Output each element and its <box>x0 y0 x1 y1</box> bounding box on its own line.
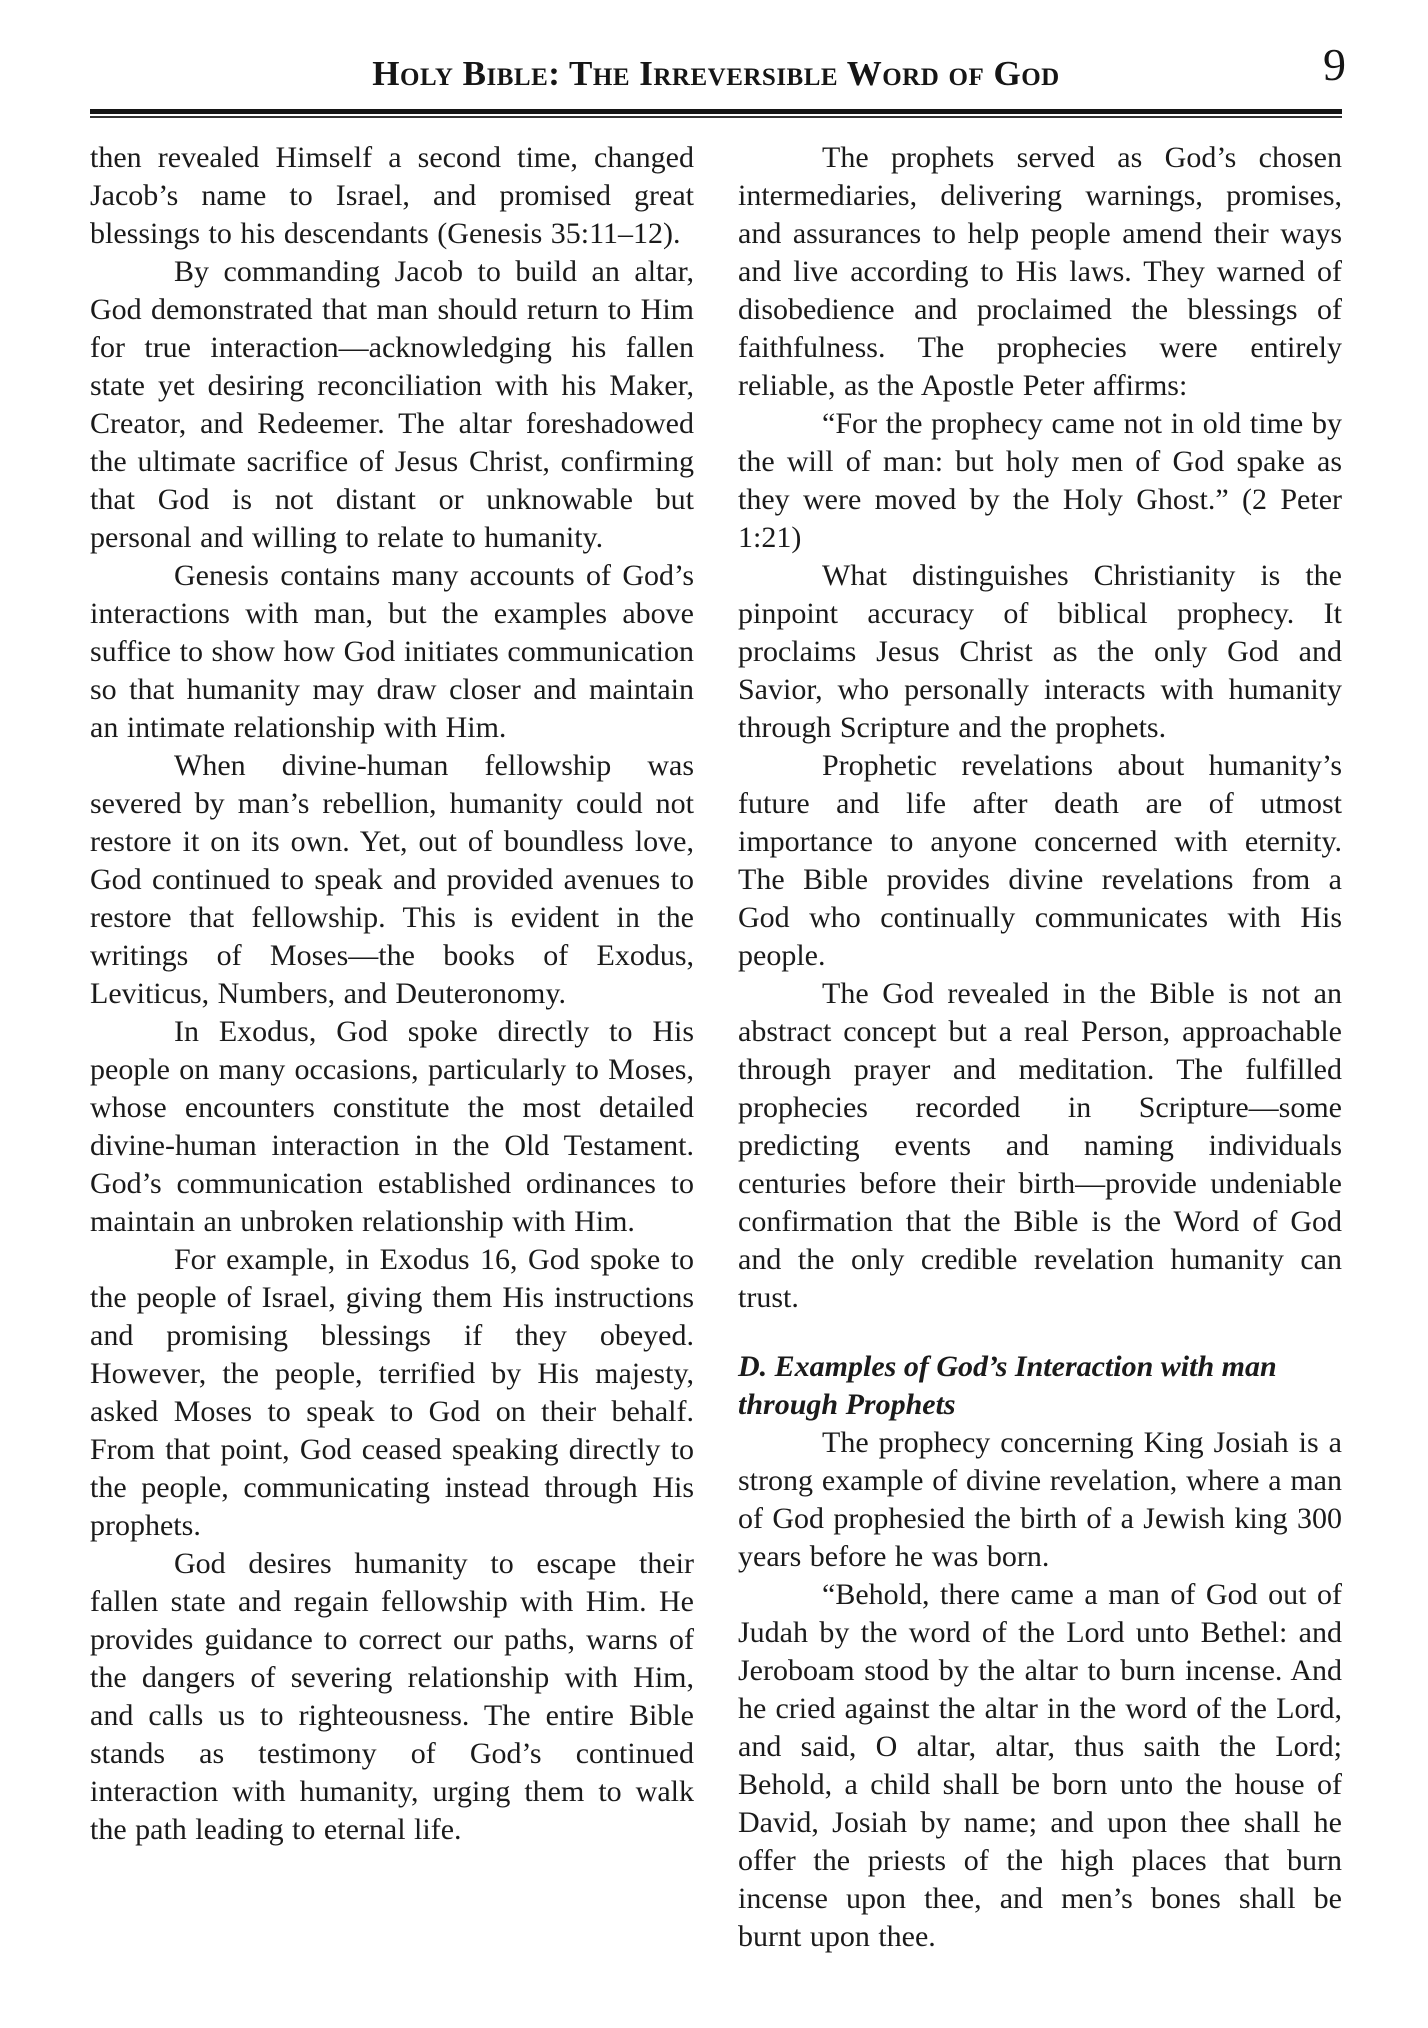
left-column <box>90 139 694 1956</box>
section-heading: D. Examples of God’s Interaction with man through Prophets <box>738 1350 1277 1421</box>
paragraph: God desires humanity to escape their fallen state and regain fellowship with Him. He provides guidance to correct our paths, warns of the dangers of severing relationship with Him, and calls us to righteousness. The entire Bible stands as testimony of God’s continued interaction with humanity, urging them to walk the path leading to eternal life. <box>90 1547 694 1846</box>
paragraph: In Exodus, God spoke directly to His people on many occasions, particularly to Moses, whose encounters constitute the most detailed divine-human interaction in the Old Testament. God’s communication established ordinances to maintain an unbroken relationship with Him. <box>90 1015 694 1238</box>
header-rule-divider <box>90 109 1342 118</box>
paragraph: What distinguishes Christianity is the pinpoint accuracy of biblical prophecy. It proclaims Jesus Christ as the only God and Savior, who personally interacts with humanity through Scripture and the prophets. <box>738 559 1342 744</box>
paragraph: then revealed Himself a second time, changed Jacob’s name to Israel, and promised great blessings to his descendants (Genesis 35:11–12). <box>90 141 694 250</box>
right-column <box>738 139 1342 1956</box>
paragraph: For example, in Exodus 16, God spoke to the people of Israel, giving them His instructions and promising blessings if they obeyed. However, the people, terrified by His majesty, asked Moses to speak to God on their behalf. From that point, God ceased speaking directly to the people, communicating instead through His prophets. <box>90 1243 694 1542</box>
paragraph: Genesis contains many accounts of God’s interactions with man, but the examples above suffice to show how God initiates communication so that humanity may draw closer and maintain an intimate relationship with Him. <box>90 559 694 744</box>
two-column-text-block <box>90 139 1342 1956</box>
paragraph: By commanding Jacob to build an altar, God demonstrated that man should return to Him for true interaction—acknowledging his fallen state yet desiring reconciliation with his Maker, Creator, and Redeemer. The altar foreshadowed the ultimate sacrifice of Jesus Christ, confirming that God is not distant or unknowable but personal and willing to relate to humanity. <box>90 255 694 554</box>
header-row <box>90 30 1346 100</box>
paragraph: When divine-human fellowship was severed by man’s rebellion, humanity could not restore it on its own. Yet, out of boundless love, God continued to speak and provided avenues to restore that fellowship. This is evident in the writings of Moses—the books of Exodus, Leviticus, Numbers, and Deuteronomy. <box>90 749 694 1010</box>
paragraph: “Behold, there came a man of God out of Judah by the word of the Lord unto Bethel: and Jeroboam stood by the altar to burn incense. And he cried against the altar in the word of the Lord, and said, O altar, altar, thus saith the Lord; Behold, a child shall be born unto the house of David, Josiah by name; and upon thee shall he offer the priests of the high places that burn incense upon thee, and men’s bones shall be burnt upon thee. <box>738 1578 1342 1953</box>
paragraph: The God revealed in the Bible is not an abstract concept but a real Person, approachable through prayer and meditation. The fulfilled prophecies recorded in Scripture—some predicting events and naming individuals centuries before their birth—provide undeniable confirmation that the Bible is the Word of God and the only credible revelation humanity can trust. <box>738 977 1342 1314</box>
paragraph: The prophets served as God’s chosen intermediaries, delivering warnings, promises, and assurances to help people amend their ways and live according to His laws. They warned of disobedience and proclaimed the blessings of faithfulness. The prophecies were entirely reliable, as the Apostle Peter affirms: <box>738 141 1342 402</box>
page-header <box>90 30 1346 118</box>
page-number: 9 <box>1323 39 1346 90</box>
paragraph: “For the prophecy came not in old time by the will of man: but holy men of God spake as they were moved by the Holy Ghost.” (2 Peter 1:21) <box>738 407 1342 554</box>
running-head-title: Holy Bible: The Irreversible Word of God <box>372 54 1060 93</box>
paragraph: The prophecy concerning King Josiah is a strong example of divine revelation, where a man of God prophesied the birth of a Jewish king 300 years before he was born. <box>738 1426 1342 1573</box>
paragraph: Prophetic revelations about humanity’s future and life after death are of utmost importance to anyone concerned with eternity. The Bible provides divine revelations from a God who continually communicates with His people. <box>738 749 1342 972</box>
